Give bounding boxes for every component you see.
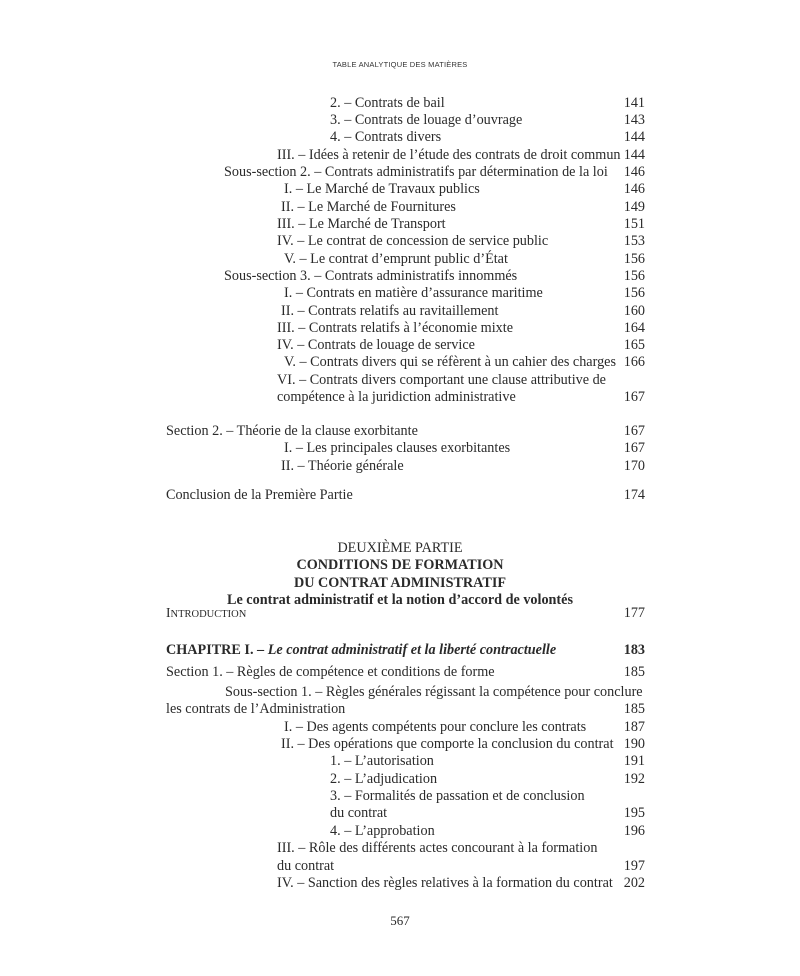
toc-entry — [0, 111, 800, 129]
entry-title: Sous-section 3. – Contrats administratifs innommés — [224, 268, 518, 284]
entry-page: 153 — [623, 233, 645, 249]
introduction-title: INTRODUCTION — [166, 605, 247, 620]
entry-title: IV. – Le contrat de concession de service public — [277, 233, 549, 249]
entry-page: 146 — [623, 181, 645, 197]
entry-title: du contrat — [277, 858, 335, 874]
entry-title: V. – Contrats divers qui se réfèrent à un cahier des charges — [284, 354, 616, 370]
entry-title: I. – Contrats en matière d’assurance maritime — [284, 285, 543, 301]
toc-entry — [0, 839, 800, 857]
entry-title: III. – Idées à retenir de l’étude des contrats de droit commun — [277, 147, 621, 163]
toc-entry — [0, 302, 800, 320]
toc-entry — [0, 700, 800, 718]
toc-entry — [0, 267, 800, 285]
toc-entry — [0, 146, 800, 164]
entry-page: 167 — [623, 440, 645, 456]
entry-page: 195 — [623, 805, 645, 821]
entry-page: 151 — [623, 216, 645, 232]
entry-title: V. – Le contrat d’emprunt public d’État — [284, 251, 508, 267]
entry-title: III. – Le Marché de Transport — [277, 216, 446, 232]
entry-title: II. – Des opérations que comporte la conclusion du contrat — [281, 736, 614, 752]
entry-page: 192 — [623, 771, 645, 787]
toc-entry — [0, 94, 800, 112]
entry-page: 141 — [623, 95, 645, 111]
entry-title: du contrat — [330, 805, 388, 821]
toc-entry — [0, 128, 800, 146]
entry-title: II. – Contrats relatifs au ravitaillement — [281, 303, 499, 319]
entry-page: 143 — [623, 112, 645, 128]
toc-entry — [0, 718, 800, 736]
entry-page: 187 — [623, 719, 645, 735]
entry-page: 160 — [623, 303, 645, 319]
toc-entry — [0, 804, 800, 822]
entry-title: IV. – Sanction des règles relatives à la formation du contrat — [277, 875, 613, 891]
entry-title: IV. – Contrats de louage de service — [277, 337, 475, 353]
toc-entry — [0, 319, 800, 337]
entry-title: Sous-section 2. – Contrats administratifs par détermination de la loi — [224, 164, 608, 180]
entry-page: 146 — [623, 164, 645, 180]
entry-page: 185 — [623, 664, 645, 680]
entry-title: VI. – Contrats divers comportant une clause attributive de — [277, 372, 606, 388]
toc-chapter — [0, 641, 800, 659]
entry-title: 1. – L’autorisation — [330, 753, 434, 769]
part-title-line1: CONDITIONS DE FORMATION — [296, 557, 504, 573]
entry-title: 3. – Contrats de louage d’ouvrage — [330, 112, 523, 128]
entry-title: 3. – Formalités de passation et de conclusion — [330, 788, 585, 804]
entry-title: I. – Le Marché de Travaux publics — [284, 181, 480, 197]
toc-entry — [0, 857, 800, 875]
entry-title: Section 1. – Règles de compétence et conditions de forme — [166, 664, 495, 680]
toc-entry — [0, 353, 800, 371]
toc-introduction — [0, 604, 800, 622]
entry-page: 170 — [623, 458, 645, 474]
page-number: 567 — [390, 913, 410, 928]
toc-entry — [0, 336, 800, 354]
toc-entry — [0, 371, 800, 389]
toc-entry — [0, 787, 800, 805]
entry-page: 167 — [623, 389, 645, 405]
entry-title: 4. – L’approbation — [330, 823, 435, 839]
entry-page: 174 — [623, 487, 645, 503]
chapter-title: CHAPITRE I. – Le contrat administratif et la liberté contractuelle — [166, 642, 557, 658]
toc-entry — [0, 388, 800, 406]
entry-page: 177 — [623, 605, 645, 621]
entry-page: 144 — [623, 129, 645, 145]
entry-title: I. – Des agents compétents pour conclure les contrats — [284, 719, 587, 735]
toc-entry — [0, 770, 800, 788]
entry-page: 167 — [623, 423, 645, 439]
entry-title: Conclusion de la Première Partie — [166, 487, 353, 503]
entry-title: compétence à la juridiction administrative — [277, 389, 516, 405]
entry-page: 166 — [623, 354, 645, 370]
entry-page: 156 — [623, 268, 645, 284]
toc-entry — [0, 683, 800, 701]
toc-entry — [0, 250, 800, 268]
entry-title: Sous-section 1. – Règles générales régissant la compétence pour conclure — [225, 684, 643, 700]
toc-entry — [0, 439, 800, 457]
toc-entry — [0, 198, 800, 216]
entry-page: 202 — [623, 875, 645, 891]
entry-page: 149 — [623, 199, 645, 215]
toc-entry — [0, 663, 800, 681]
part-title-line2: DU CONTRAT ADMINISTRATIF — [293, 575, 507, 591]
entry-page: 164 — [623, 320, 645, 336]
toc-entry — [0, 232, 800, 250]
entry-page: 144 — [623, 147, 645, 163]
toc-entry — [0, 735, 800, 753]
running-head: TABLE ANALYTIQUE DES MATIÈRES — [332, 60, 468, 69]
toc-entry — [0, 457, 800, 475]
toc-entry — [0, 180, 800, 198]
entry-page: 183 — [623, 642, 645, 658]
toc-entry — [0, 163, 800, 181]
entry-page: 185 — [623, 701, 645, 717]
toc-entry — [0, 284, 800, 302]
entry-title: les contrats de l’Administration — [166, 701, 346, 717]
entry-title: 2. – L’adjudication — [330, 771, 438, 787]
entry-page: 165 — [623, 337, 645, 353]
entry-page: 156 — [623, 251, 645, 267]
toc-entry — [0, 215, 800, 233]
entry-title: 4. – Contrats divers — [330, 129, 442, 145]
entry-title: 2. – Contrats de bail — [330, 95, 445, 111]
entry-page: 196 — [623, 823, 645, 839]
toc-entry — [0, 486, 800, 504]
entry-title: III. – Rôle des différents actes concourant à la formation — [277, 840, 598, 856]
entry-title: I. – Les principales clauses exorbitantes — [284, 440, 511, 456]
entry-title: Section 2. – Théorie de la clause exorbitante — [166, 423, 418, 439]
toc-entry — [0, 822, 800, 840]
part-subtitle: Le contrat administratif et la notion d’accord de volontés — [227, 592, 573, 608]
toc-entry — [0, 874, 800, 892]
entry-page: 156 — [623, 285, 645, 301]
entry-title: II. – Théorie générale — [281, 458, 404, 474]
toc-entry — [0, 752, 800, 770]
entry-page: 190 — [623, 736, 645, 752]
toc-entry — [0, 422, 800, 440]
part-label: DEUXIÈME PARTIE — [337, 540, 463, 556]
entry-page: 191 — [623, 753, 645, 769]
entry-page: 197 — [623, 858, 645, 874]
entry-title: II. – Le Marché de Fournitures — [281, 199, 456, 215]
entry-title: III. – Contrats relatifs à l’économie mixte — [277, 320, 513, 336]
